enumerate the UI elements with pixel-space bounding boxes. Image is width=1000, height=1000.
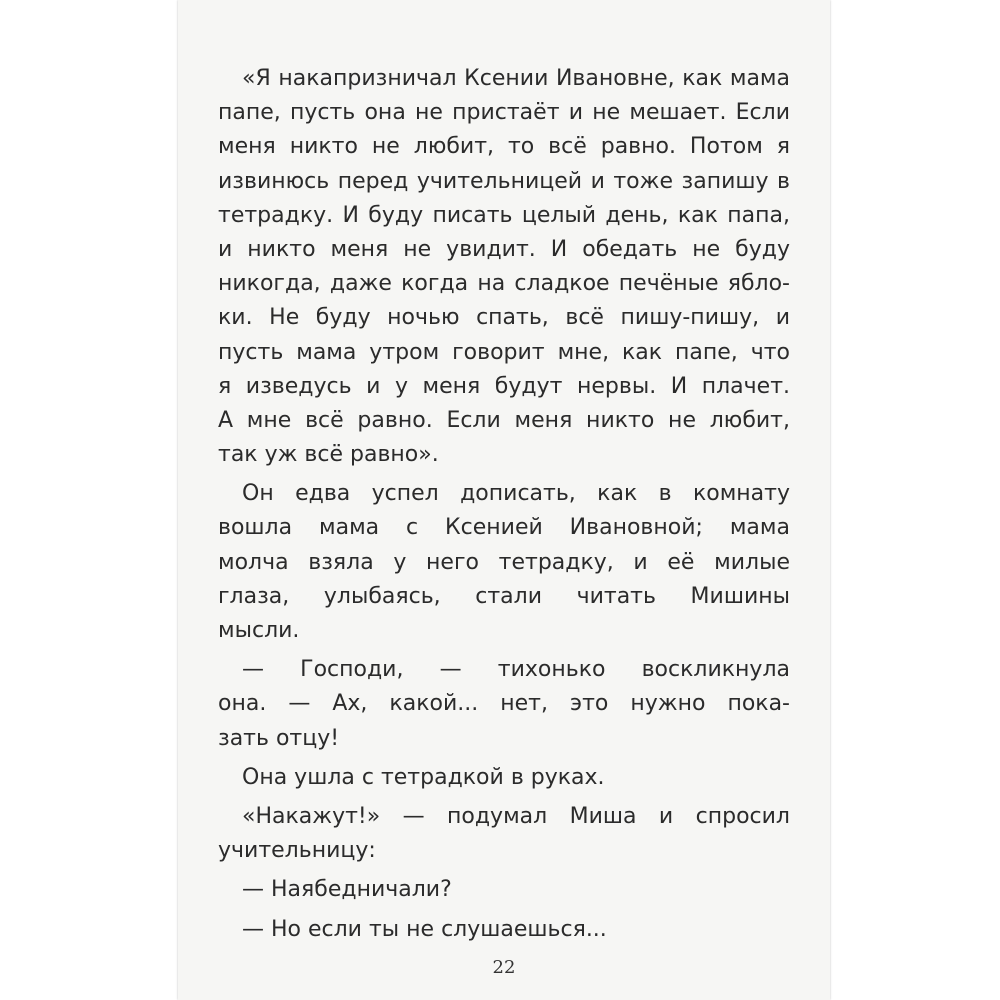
paragraph bbox=[218, 913, 790, 947]
text-line: никогда, даже когда на сладкое печёные ябло- bbox=[218, 271, 790, 297]
text-line: глаза, улыбаясь, стали читать Мишины bbox=[218, 583, 790, 609]
text-line: пусть мама утром говорит мне, как папе, что bbox=[218, 339, 790, 365]
text-line: извинюсь перед учительницей и тоже запишу в bbox=[218, 168, 790, 194]
paragraph bbox=[218, 873, 790, 907]
book-page bbox=[178, 0, 830, 1000]
text-line: папе, пусть она не пристаёт и не мешает. Если bbox=[218, 100, 790, 126]
paragraph bbox=[218, 800, 790, 868]
paragraph bbox=[218, 761, 790, 795]
paragraph bbox=[218, 653, 790, 756]
text-line: так уж всё равно». bbox=[218, 442, 439, 468]
text-line: Она ушла с тетрадкой в руках. bbox=[242, 764, 605, 790]
paragraph bbox=[218, 477, 790, 648]
text-line: вошла мама с Ксенией Ивановной; мама bbox=[218, 515, 790, 541]
text-line: — Господи, — тихонько воскликнула bbox=[242, 657, 790, 683]
text-line: она. — Ах, какой... нет, это нужно пока- bbox=[218, 691, 790, 717]
text-line: «Я накапризничал Ксении Ивановне, как мама bbox=[242, 66, 790, 91]
text-line: учительницу: bbox=[218, 838, 376, 864]
text-line: «Накажут!» — подумал Миша и спросил bbox=[242, 803, 790, 829]
text-line: тетрадку. И буду писать целый день, как папа, bbox=[218, 202, 790, 228]
text-line: и никто меня не увидит. И обедать не буду bbox=[218, 236, 790, 262]
text-line: меня никто не любит, то всё равно. Потом я bbox=[218, 134, 790, 160]
page-number: 22 bbox=[492, 957, 516, 978]
text-line: — Но если ты не слушаешься... bbox=[242, 916, 607, 942]
body-text bbox=[218, 62, 790, 947]
paragraph bbox=[218, 62, 790, 472]
text-line: мысли. bbox=[218, 618, 300, 643]
text-line: зать отцу! bbox=[218, 725, 340, 751]
text-line: я изведусь и у меня будут нервы. И плачет. bbox=[218, 373, 790, 399]
text-line: ки. Не буду ночью спать, всё пишу-пишу, и bbox=[218, 305, 790, 331]
text-line: А мне всё равно. Если меня никто не любит, bbox=[218, 407, 790, 433]
text-line: молча взяла у него тетрадку, и её милые bbox=[218, 549, 790, 575]
text-line: — Наябедничали? bbox=[242, 877, 452, 903]
text-line: Он едва успел дописать, как в комнату bbox=[242, 481, 790, 507]
